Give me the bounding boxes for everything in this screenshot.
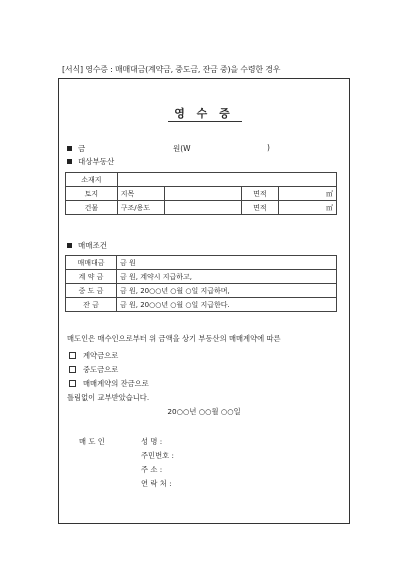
terms-row-label: 잔 금 xyxy=(66,298,117,312)
bullet-square-icon xyxy=(67,243,72,248)
land-label: 토지 xyxy=(66,187,118,201)
seller-name-field: 성 명 : xyxy=(141,437,163,446)
property-heading: 대상부동산 xyxy=(67,156,114,167)
seller-id-field: 주민번호 : xyxy=(141,451,174,460)
checkbox-icon xyxy=(69,366,76,373)
terms-heading: 매매조건 xyxy=(67,240,107,251)
location-label: 소재지 xyxy=(66,173,118,187)
amount-close-paren: ) xyxy=(267,143,270,152)
terms-row xyxy=(66,256,337,270)
receipt-date: 20○○년 ○○월 ○○일 xyxy=(167,407,241,416)
terms-row-value: 금 원, 계약시 지급하고, xyxy=(117,270,337,284)
property-table xyxy=(65,172,337,215)
land-row xyxy=(66,187,337,201)
title-underline xyxy=(168,121,242,122)
terms-row xyxy=(66,298,337,312)
land-category-label: 지목 xyxy=(117,187,165,201)
building-label: 건물 xyxy=(66,201,118,215)
checkbox-icon xyxy=(69,352,76,359)
receipt-title: 영 수 증 xyxy=(174,107,234,120)
bullet-square-icon xyxy=(67,159,72,164)
terms-row-label: 매매대금 xyxy=(66,256,117,270)
seller-address-field: 주 소 : xyxy=(141,465,163,474)
terms-row-value: 금 원, 20○○년 ○월 ○일 지급하며, xyxy=(117,284,337,298)
building-row xyxy=(66,201,337,215)
terms-row xyxy=(66,284,337,298)
amount-label: 금 xyxy=(78,144,86,153)
seller-contact-field: 연 락 처 : xyxy=(141,479,172,488)
checkbox-icon xyxy=(69,380,76,387)
receipt-text: 틀림없이 교부받았습니다. xyxy=(67,393,150,402)
receipt-form xyxy=(58,78,350,524)
option-balance: 매매계약의 잔금으로 xyxy=(69,379,149,389)
terms-row-label: 계 약 금 xyxy=(66,270,117,284)
location-value xyxy=(117,173,336,187)
amount-line xyxy=(67,143,270,154)
land-category-value xyxy=(165,187,241,201)
land-area-unit: ㎡ xyxy=(279,187,337,201)
option-deposit: 계약금으로 xyxy=(69,351,118,361)
building-structure-label: 구조/용도 xyxy=(117,201,165,215)
terms-row-value: 금 원, 20○○년 ○월 ○일 지급한다. xyxy=(117,298,337,312)
form-caption: [서식] 영수증 : 매매대금(계약금, 중도금, 잔금 중)을 수령한 경우 xyxy=(62,65,281,74)
terms-row-label: 중 도 금 xyxy=(66,284,117,298)
seller-role: 매 도 인 xyxy=(79,437,105,446)
statement-text: 매도인은 매수인으로부터 위 금액을 상기 부동산의 매매계약에 따른 xyxy=(67,334,281,343)
building-area-unit: ㎡ xyxy=(279,201,337,215)
terms-table xyxy=(65,255,337,312)
building-structure-value xyxy=(165,201,241,215)
terms-row-value: 금 원 xyxy=(117,256,337,270)
land-area-label: 면적 xyxy=(241,187,279,201)
option-interim: 중도금으로 xyxy=(69,365,118,375)
location-row xyxy=(66,173,337,187)
building-area-label: 면적 xyxy=(241,201,279,215)
bullet-square-icon xyxy=(67,146,72,151)
terms-row xyxy=(66,270,337,284)
amount-won-label: 원(W xyxy=(173,144,191,153)
